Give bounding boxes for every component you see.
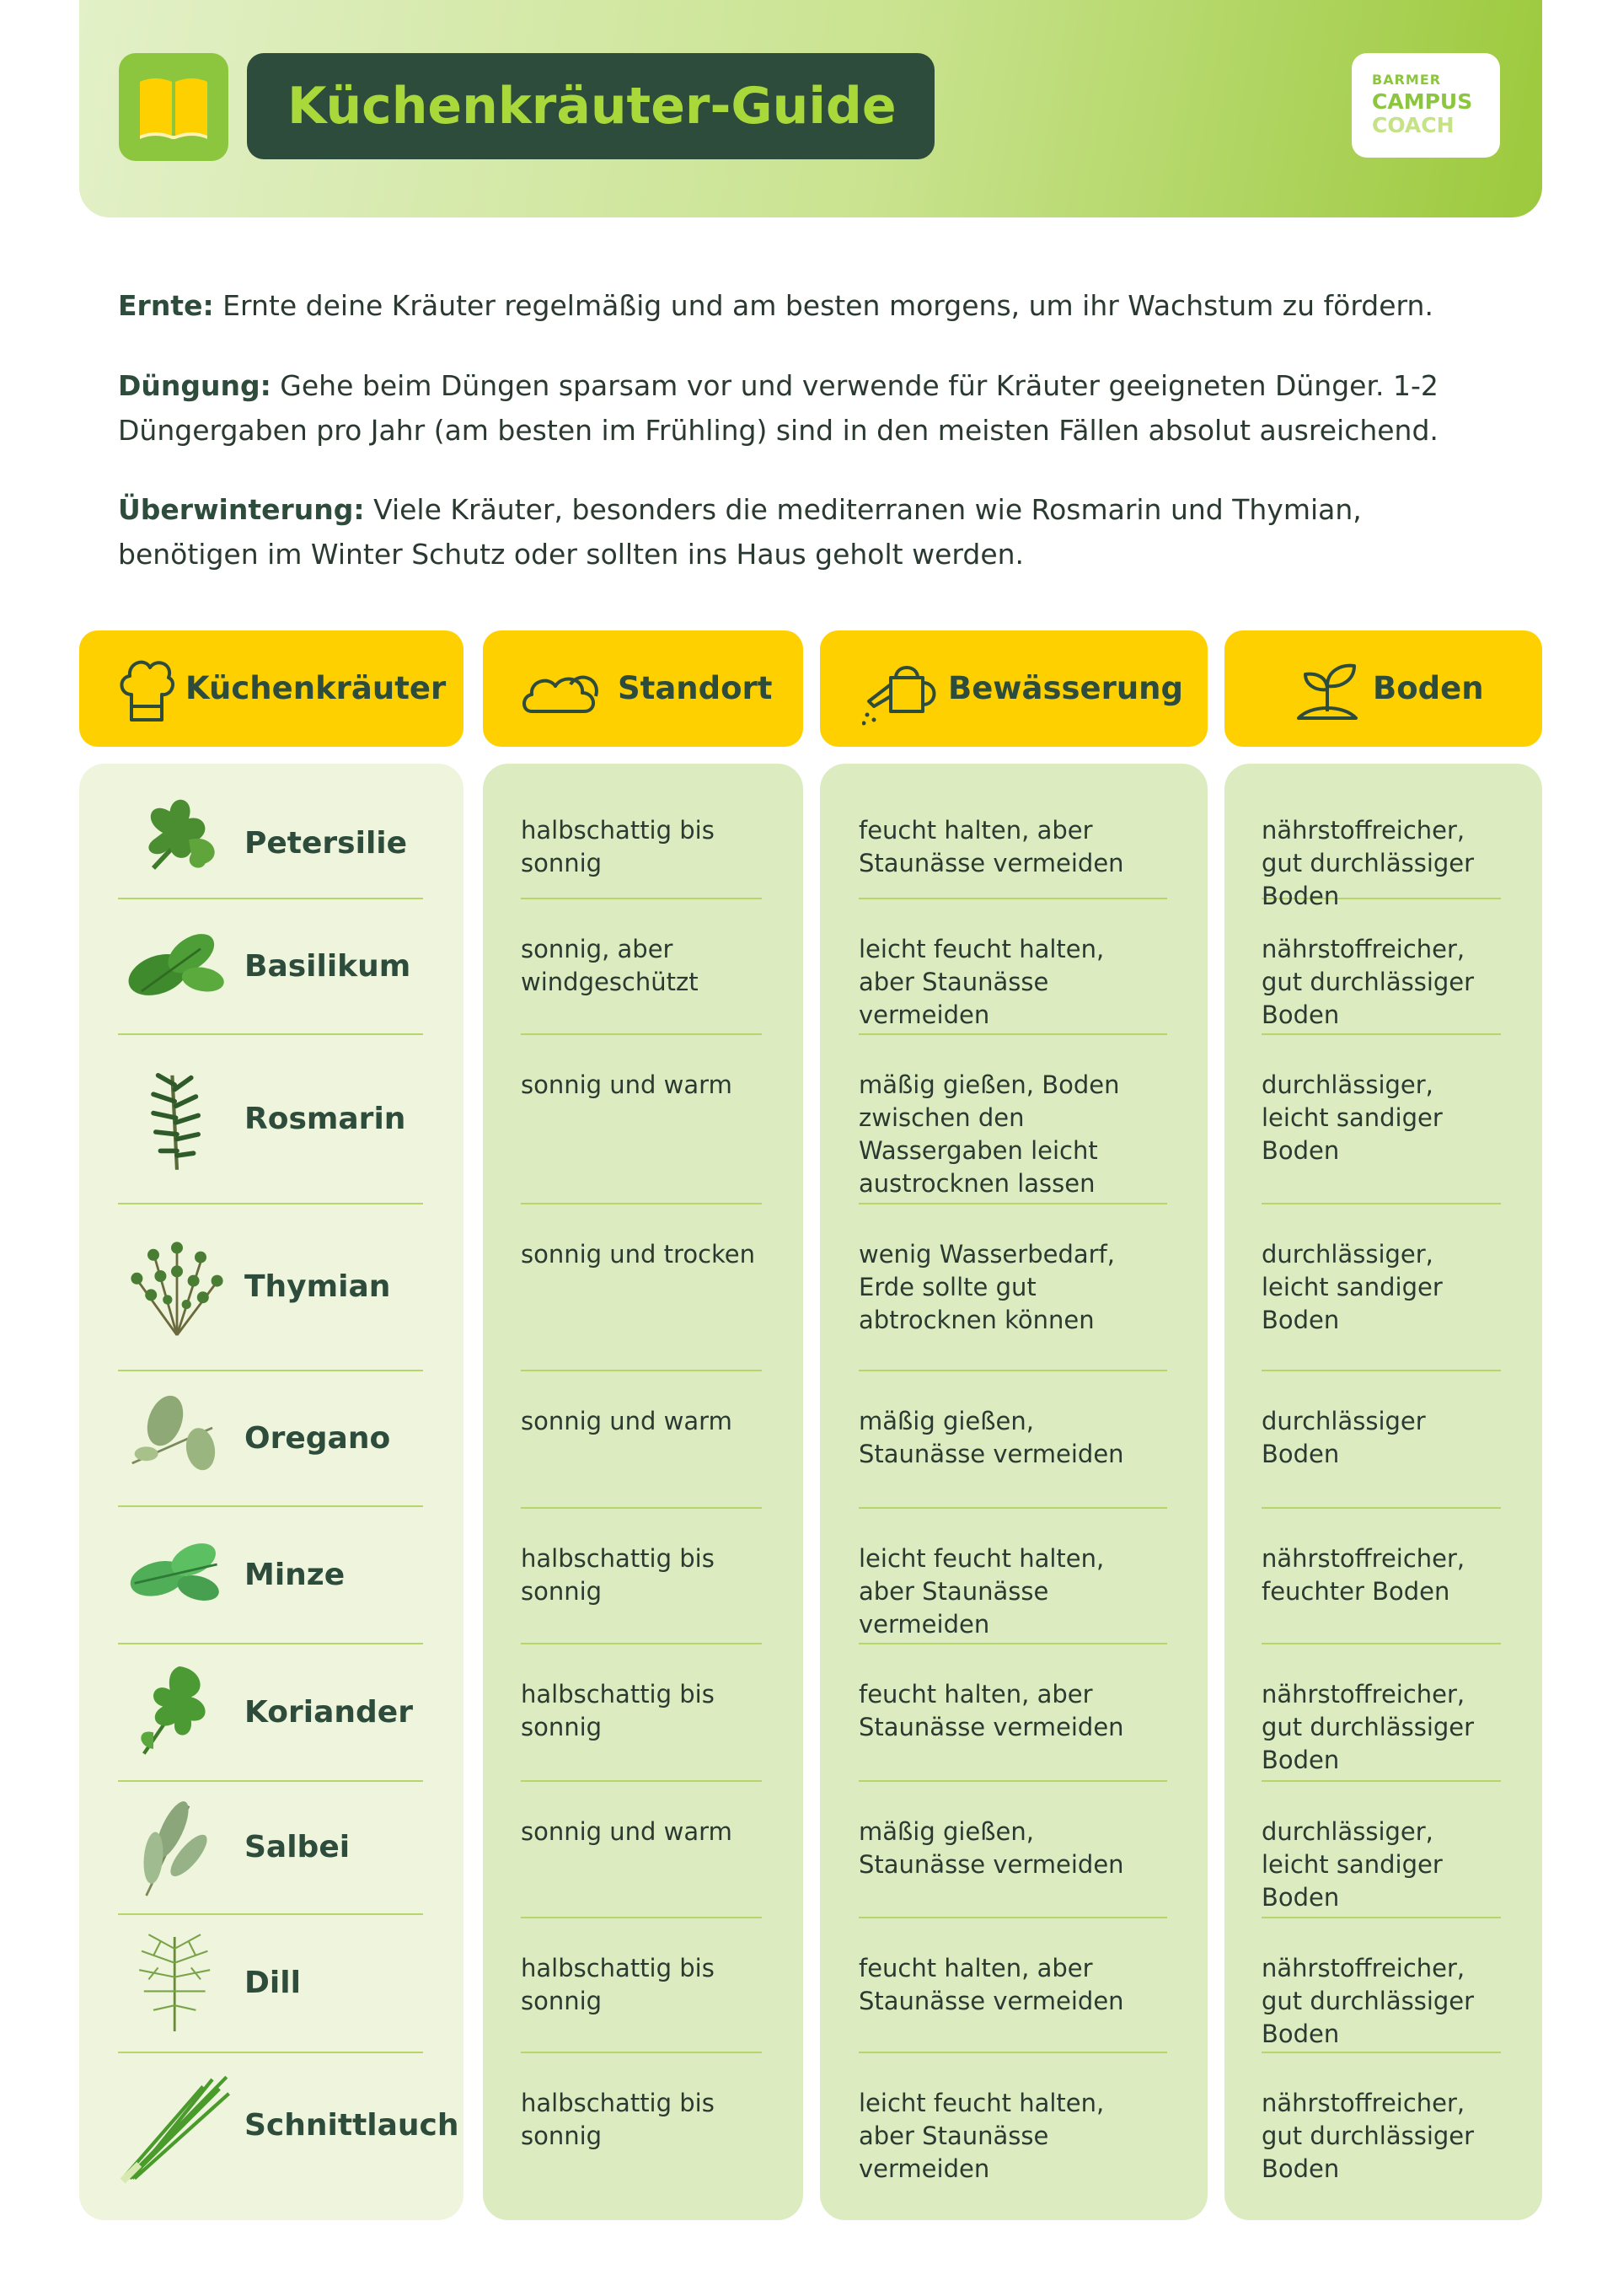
location-cell: sonnig, aber windgeschützt: [521, 899, 762, 1035]
column-header-herbs: [79, 630, 463, 747]
water-cell: mäßig gießen, Staunässe vermeiden: [859, 1371, 1167, 1509]
herb-name: Salbei: [244, 1830, 351, 1864]
intro-harvest: [118, 283, 1500, 328]
herb-name: Oregano: [244, 1420, 391, 1456]
chef-hat-icon: [116, 652, 177, 727]
column-header-soil: [1224, 630, 1542, 747]
location-cell: halbschattig bis sonnig: [521, 781, 762, 899]
water-cell: leicht feucht halten, aber Staunässe vermeiden: [859, 2089, 1105, 2183]
campus-coach-logo: [1352, 53, 1500, 158]
herb-name: Schnittlauch: [244, 2108, 459, 2143]
title-box: [247, 53, 935, 159]
location-cell: halbschattig bis sonnig: [521, 1509, 762, 1644]
herb-row: [118, 899, 423, 1035]
intro-wintering-label: Überwinterung:: [118, 493, 365, 526]
soil-cell: durchlässiger, leicht sandiger Boden: [1262, 1035, 1501, 1204]
coriander-icon: [118, 1655, 236, 1773]
herb-name: Rosmarin: [244, 1101, 406, 1136]
soil-cell: durchlässiger, leicht sandiger Boden: [1262, 1204, 1501, 1371]
column-header-location: [483, 630, 803, 747]
water-cell: leicht feucht halten, aber Staunässe vermeiden: [859, 899, 1167, 1035]
herb-row: [118, 1915, 423, 2053]
soil-cell: durchlässiger Boden: [1262, 1371, 1501, 1509]
cloud-icon: [520, 663, 604, 716]
herb-name: Minze: [244, 1557, 346, 1592]
column-header-water-label: Bewässerung: [948, 670, 1183, 706]
soil-cell: nährstoffreicher, gut durchlässiger Boden: [1262, 2089, 1475, 2183]
oregano-icon: [118, 1381, 236, 1499]
soil-cell: nährstoffreicher, gut durchlässiger Boden: [1262, 1644, 1501, 1782]
dill-icon: [118, 1925, 236, 2043]
logo-coach: COACH: [1372, 113, 1455, 137]
water-cell: feucht halten, aber Staunässe vermeiden: [859, 781, 1167, 899]
herb-row: [118, 789, 423, 899]
herb-row: [118, 1204, 423, 1371]
herb-name: Koriander: [244, 1694, 413, 1730]
herb-name: Dill: [244, 1966, 301, 2000]
soil-cell: nährstoffreicher, gut durchlässiger Boden: [1262, 781, 1501, 899]
soil-cell: nährstoffreicher, gut durchlässiger Boden: [1262, 899, 1501, 1035]
water-cell: feucht halten, aber Staunässe vermeiden: [859, 1918, 1167, 2053]
book-icon-badge: [119, 53, 228, 161]
soil-cell: nährstoffreicher, feuchter Boden: [1262, 1509, 1501, 1644]
location-cell: halbschattig bis sonnig: [521, 1918, 762, 2053]
column-header-location-label: Standort: [618, 670, 773, 706]
thyme-icon: [118, 1229, 236, 1347]
herb-row: [118, 1507, 423, 1644]
location-cell: sonnig und trocken: [521, 1204, 762, 1371]
intro-fertilizing-text: Gehe beim Düngen sparsam vor und verwende für Kräuter geeigneten Dünger. 1-2 Düngergaben pro Jahr (am besten im Frühling) sind in den meisten Fällen absolut ausreichend.: [118, 369, 1439, 447]
herb-row: [118, 1035, 423, 1204]
mint-icon: [118, 1517, 236, 1635]
intro-harvest-text: Ernte deine Kräuter regelmäßig und am besten morgens, um ihr Wachstum zu fördern.: [213, 289, 1433, 322]
page-title: Küchenkräuter-Guide: [287, 77, 897, 136]
water-cell: leicht feucht halten, aber Staunässe vermeiden: [859, 1509, 1167, 1644]
herb-name: Thymian: [244, 1269, 391, 1304]
column-header-water: [820, 630, 1208, 747]
herb-row: [118, 1782, 423, 1915]
column-header-soil-label: Boden: [1373, 670, 1484, 706]
location-cell: sonnig und warm: [521, 1035, 762, 1204]
rosemary-icon: [118, 1061, 236, 1179]
location-cell: halbschattig bis sonnig: [521, 1644, 762, 1782]
watering-can-icon: [862, 652, 940, 727]
column-header-herbs-label: Küchenkräuter: [185, 670, 447, 706]
herb-name: Petersilie: [244, 825, 408, 861]
intro-harvest-label: Ernte:: [118, 289, 214, 322]
herb-row: [118, 1644, 423, 1782]
parsley-icon: [118, 786, 236, 904]
water-cell: mäßig gießen, Staunässe vermeiden: [859, 1782, 1167, 1918]
location-cell: sonnig und warm: [521, 1371, 762, 1509]
herb-row: [118, 2053, 459, 2200]
sprout-icon: [1294, 652, 1361, 723]
intro-wintering: [118, 487, 1500, 577]
water-cell: mäßig gießen, Boden zwischen den Wassergaben leicht austrocknen lassen: [859, 1035, 1167, 1204]
location-cell: halbschattig bis sonnig: [521, 2089, 715, 2150]
herb-row: [118, 1371, 423, 1507]
basil-icon: [118, 909, 236, 1027]
water-cell: feucht halten, aber Staunässe vermeiden: [859, 1644, 1167, 1782]
book-icon: [137, 73, 211, 141]
soil-cell: nährstoffreicher, gut durchlässiger Boden: [1262, 1918, 1501, 2053]
intro-fertilizing: [118, 363, 1500, 453]
soil-cell: durchlässiger, leicht sandiger Boden: [1262, 1782, 1501, 1918]
logo-barmer: BARMER: [1372, 72, 1442, 88]
intro-wintering-text: Viele Kräuter, besonders die mediterranen wie Rosmarin und Thymian, benötigen im Winter Schutz oder sollten ins Haus geholt werden.: [118, 493, 1362, 571]
herb-name: Basilikum: [244, 948, 411, 984]
logo-campus: CAMPUS: [1372, 89, 1473, 114]
location-cell: sonnig und warm: [521, 1782, 762, 1918]
intro-fertilizing-label: Düngung:: [118, 369, 271, 402]
chives-icon: [118, 2068, 236, 2186]
water-cell: wenig Wasserbedarf, Erde sollte gut abtrocknen können: [859, 1204, 1167, 1371]
sage-icon: [118, 1789, 236, 1907]
